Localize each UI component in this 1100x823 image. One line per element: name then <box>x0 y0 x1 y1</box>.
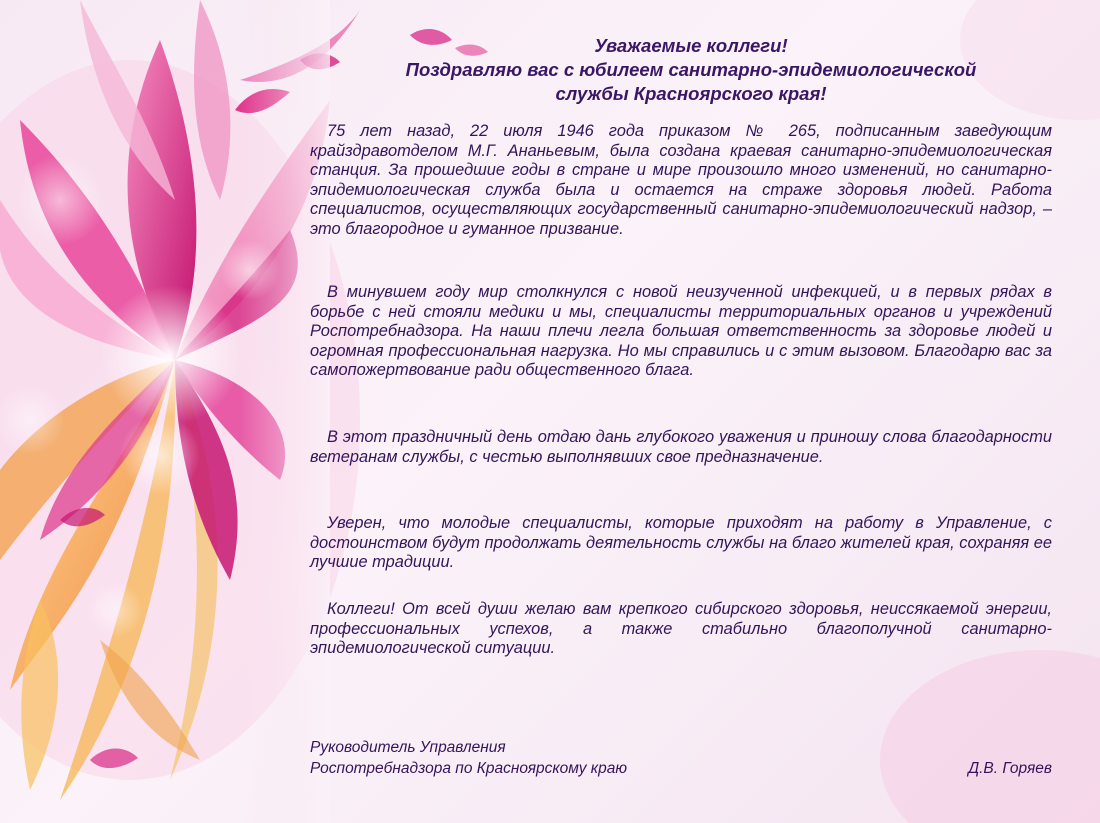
paragraph-5: Коллеги! От всей души желаю вам крепкого сибирского здоровья, неиссякаемой энергии, профессиональных успехов, а также стабильно благополучной санитарно-эпидемиологической ситуации. <box>310 600 1052 657</box>
greeting: Уважаемые коллеги! <box>594 35 788 56</box>
paragraph-1: 75 лет назад, 22 июля 1946 года приказом № 265, подписанным заведующим крайздравотделом М.Г. Ананьевым, была создана краевая санитарно-эпидемиологическая станция. За прошедшие годы в стране и мире произошло много изменений, но санитарно-эпидемиологическая служба была и остается на страже здоровья людей. Работа специалистов, осуществляющих государственный санитарно-эпидемиологический надзор, – это благородное и гуманное призвание. <box>310 122 1052 238</box>
heading-line-3: службы Красноярского края! <box>555 83 827 104</box>
signature-name: Д.В. Горяев <box>968 760 1052 777</box>
signature-position-line-1: Руководитель Управления <box>310 739 506 756</box>
signature-position-line-2: Роспотребнадзора по Красноярскому краю <box>310 760 628 777</box>
signature-block <box>310 737 1052 779</box>
paragraph-2: В минувшем году мир столкнулся с новой неизученной инфекцией, и в первых рядах в борьбе с ней стояли медики и мы, специалисты территориальных органов и учреждений Роспотребнадзора. На наши плечи легла большая ответственность за здоровье людей и огромная профессиональная нагрузка. Но мы справились и с этим вызовом. Благодарю вас за самопожертвование ради общественного блага. <box>310 283 1052 379</box>
paragraph-4: Уверен, что молодые специалисты, которые приходят на работу в Управление, с достоинством будут продолжать деятельность службы на благо жителей края, сохраняя ее лучшие традиции. <box>310 514 1052 571</box>
letter-heading <box>330 34 1052 106</box>
heading-line-2: Поздравляю вас с юбилеем санитарно-эпидемиологической <box>405 59 977 80</box>
paragraph-3: В этот праздничный день отдаю дань глубокого уважения и приношу слова благодарности ветеранам службы, с честью выполнявших свое предназначение. <box>310 428 1052 466</box>
congratulation-letter <box>310 34 1052 657</box>
